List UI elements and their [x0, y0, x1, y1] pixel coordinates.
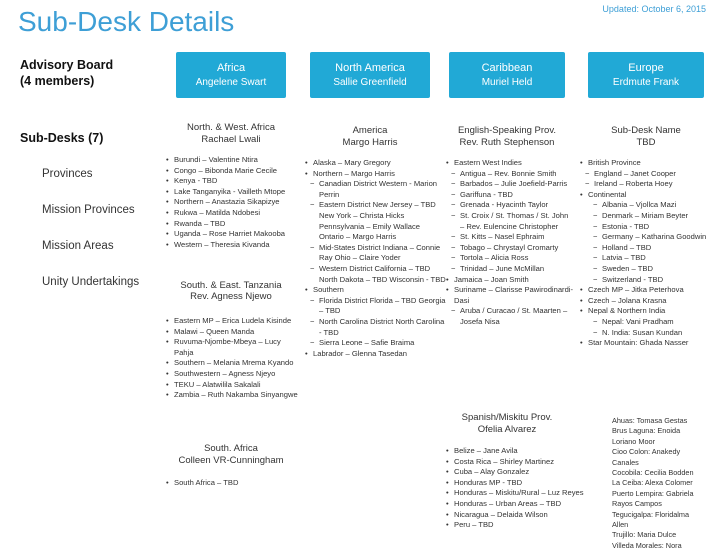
- list-item: − Ireland – Roberta Hoey: [580, 179, 718, 190]
- list-item: • Northern – Margo Harris: [305, 169, 447, 180]
- list-english-speaking: [446, 158, 574, 328]
- subdesk-person: Rev. Agness Njewo: [190, 291, 272, 302]
- list-america: [305, 158, 447, 359]
- list-north-west-africa: [166, 155, 298, 250]
- legend-swatch: [26, 268, 36, 298]
- list-spanish-miskitu: [446, 446, 606, 531]
- list-item: Puerto Lempira: Gabriela: [612, 488, 694, 498]
- list-south-africa: [166, 478, 298, 489]
- subdesk-person: Rachael Lwali: [201, 134, 261, 145]
- list-item: Rayos Campos: [612, 499, 662, 509]
- list-item: • Western – Theresia Kivanda: [166, 240, 298, 251]
- subdesk-person: Margo Harris: [342, 137, 398, 148]
- subdesk-person: TBD: [636, 137, 656, 148]
- list-item: • Honduras MP - TBD: [446, 478, 606, 489]
- list-item: • Cuba – Alay Gonzalez: [446, 467, 606, 478]
- list-item: Cioo Colon: Anakedy: [612, 447, 681, 457]
- list-item: • Honduras – Miskitu/Rural – Luz Reyes: [446, 488, 606, 499]
- subdesk-person: Colleen VR-Cunningham: [178, 455, 284, 466]
- list-europe: [580, 158, 718, 349]
- list-item: La Ceiba: Alexa Colomer: [612, 478, 693, 488]
- list-item: • Jamaica – Joan Smith: [446, 275, 574, 286]
- advisory-board-count: (4 members): [20, 74, 95, 88]
- list-item: • Southern: [305, 285, 447, 296]
- subdesk-name: North. & West. Africa: [187, 122, 275, 133]
- advisory-board-label: [20, 57, 113, 89]
- region-name: North America: [335, 62, 405, 74]
- region-person: Sallie Greenfield: [333, 77, 407, 88]
- list-item: • TEKU – Alatwilila Sakalali: [166, 380, 298, 391]
- list-item: − England – Janet Cooper: [580, 169, 718, 180]
- region-north-america: [310, 52, 430, 98]
- subdesk-name: South. & East. Tanzania: [180, 280, 282, 291]
- list-item: • Southwestern – Agness Njeyo: [166, 369, 298, 380]
- legend-label: Unity Undertakings: [42, 276, 140, 288]
- list-item: − Canadian District Western - Marion Perrin: [305, 179, 447, 200]
- legend-unity-undertakings: [26, 268, 156, 298]
- list-item: − Latvia – TBD: [580, 253, 718, 264]
- list-item: • Northern – Anastazia Sikapizye: [166, 197, 298, 208]
- region-name: Caribbean: [481, 62, 533, 74]
- legend-label: Provinces: [42, 168, 93, 180]
- list-item: • Uganda – Rose Harriet Makooba: [166, 229, 298, 240]
- list-item: − Grenada - Hyacinth Taylor: [446, 200, 574, 211]
- list-item: − Tobago – Chrystayl Cromarty: [446, 243, 574, 254]
- list-item: − Eastern District New Jersey – TBD New York – Christa Hicks Pennsylvania – Emily Wallace Ontario – Margo Harris: [305, 200, 447, 242]
- list-item: • Star Mountain: Ghada Nasser: [580, 338, 718, 349]
- list-item: − Tortola – Alicia Ross: [446, 253, 574, 264]
- list-item: • Malawi – Queen Manda: [166, 327, 298, 338]
- list-item: Villeda Morales: Nora: [612, 540, 682, 550]
- list-item: − North Carolina District North Carolina - TBD: [305, 317, 447, 338]
- legend-swatch: [26, 160, 36, 190]
- list-item: • Honduras – Urban Areas – TBD: [446, 499, 606, 510]
- list-item: Trujillo: Maria Dulce: [612, 530, 677, 540]
- list-item: − Western District California – TBD North Dakota – TBD Wisconsin - TBD: [305, 264, 447, 285]
- list-item: Allen: [612, 520, 629, 530]
- list-item: • Nepal & Northern India: [580, 306, 718, 317]
- list-item: − St. Croix / St. Thomas / St. John – Rev. Eulencine Christopher: [446, 211, 574, 232]
- list-item: − Sierra Leone – Safie Braima: [305, 338, 447, 349]
- subdesk-europe: [588, 122, 704, 152]
- updated-date: Updated: October 6, 2015: [602, 4, 706, 14]
- list-item: • British Province: [580, 158, 718, 169]
- list-item: Canales: [612, 457, 639, 467]
- region-africa: [176, 52, 286, 98]
- list-item: − Germany – Katharina Goodwin: [580, 232, 718, 243]
- region-caribbean: [449, 52, 565, 98]
- region-europe: [588, 52, 704, 98]
- list-item: − St. Kitts – Nasel Ephraim: [446, 232, 574, 243]
- list-item: • Suriname – Clarisse Pawirodinardi-Dasi: [446, 285, 574, 306]
- subdesk-north-west-africa: [176, 118, 286, 150]
- list-item: • Congo – Bibonda Marie Cecile: [166, 166, 298, 177]
- list-item: − Barbados – Julie Joefield-Parris: [446, 179, 574, 190]
- list-item: • Zambia – Ruth Nakamba Sinyangwe: [166, 390, 298, 401]
- list-item: • Costa Rica – Shirley Martinez: [446, 457, 606, 468]
- region-name: Africa: [216, 62, 246, 74]
- list-item: − Florida District Florida – TBD Georgia – TBD: [305, 296, 447, 317]
- region-name: Europe: [628, 62, 664, 74]
- subdesk-name: Spanish/Miskitu Prov.: [461, 412, 553, 423]
- subdesk-name: South. Africa: [204, 443, 258, 454]
- subdesk-person: Rev. Ruth Stephenson: [459, 137, 555, 148]
- list-item: − Denmark – Miriam Beyter: [580, 211, 718, 222]
- subdesk-south-africa: [176, 440, 286, 470]
- list-honduras-contacts: [612, 416, 718, 551]
- list-item: − Trinidad – June McMillan: [446, 264, 574, 275]
- list-item: − Nepal: Vani Pradham: [580, 317, 718, 328]
- list-item: • Southern – Melania Mrema Kyando: [166, 358, 298, 369]
- region-person: Muriel Held: [481, 77, 533, 88]
- list-item: • Kenya - TBD: [166, 176, 298, 187]
- list-item: − N. India: Susan Kundan: [580, 328, 718, 339]
- subdesks-heading: Sub-Desks (7): [20, 131, 104, 145]
- list-item: • Rukwa – Matilda Ndobesi: [166, 208, 298, 219]
- list-item: − Mid-States District Indiana – Connie Ray Ohio – Claire Yoder: [305, 243, 447, 264]
- list-item: − Estonia - TBD: [580, 222, 718, 233]
- list-item: • Ruvuma-Njombe-Mbeya – Lucy Pahja: [166, 337, 298, 358]
- list-item: − Switzerland - TBD: [580, 275, 718, 286]
- list-item: − Holland – TBD: [580, 243, 718, 254]
- list-item: Brus Laguna: Enoida: [612, 426, 681, 436]
- list-item: • Czech MP – Jitka Peterhova: [580, 285, 718, 296]
- legend-label: Mission Areas: [42, 240, 114, 252]
- list-item: • Continental: [580, 190, 718, 201]
- legend-swatch: [26, 196, 36, 226]
- list-item: Loriano Moor: [612, 436, 655, 446]
- list-item: • Alaska – Mary Gregory: [305, 158, 447, 169]
- list-item: Cocobila: Cecilia Bodden: [612, 468, 694, 478]
- subdesk-person: Ofelia Alvarez: [477, 424, 537, 435]
- subdesk-america: [310, 122, 430, 152]
- subdesk-name: Sub-Desk Name: [611, 125, 681, 136]
- legend-mission-areas: [26, 232, 156, 262]
- legend-provinces: [26, 160, 156, 190]
- list-item: • Labrador – Glenna Tasedan: [305, 349, 447, 360]
- list-item: • Rwanda – TBD: [166, 219, 298, 230]
- list-item: − Albania – Vjollca Mazi: [580, 200, 718, 211]
- list-item: Ahuas: Tomasa Gestas: [612, 416, 688, 425]
- subdesk-spanish-miskitu: [449, 409, 565, 439]
- subdesk-english-speaking: [449, 122, 565, 152]
- list-item: − Sweden – TBD: [580, 264, 718, 275]
- list-item: • Czech – Jolana Krasna: [580, 296, 718, 307]
- list-item: • Eastern MP – Erica Ludela Kisinde: [166, 316, 298, 327]
- list-item: • Lake Tanganyika - Vailleth Mtope: [166, 187, 298, 198]
- subdesk-name: English-Speaking Prov.: [457, 125, 557, 136]
- region-person: Angelene Swart: [195, 77, 267, 88]
- list-item: − Antigua – Rev. Bonnie Smith: [446, 169, 574, 180]
- list-item: • Eastern West Indies: [446, 158, 574, 169]
- subdesk-south-east-tanzania: [176, 274, 286, 308]
- list-item: • Peru – TBD: [446, 520, 606, 531]
- list-south-east-tanzania: [166, 316, 298, 401]
- subdesk-name: America: [352, 125, 388, 136]
- region-person: Erdmute Frank: [612, 77, 680, 88]
- legend-mission-provinces: [26, 196, 156, 226]
- page-title: Sub-Desk Details: [18, 6, 235, 37]
- list-item: − Aruba / Curacao / St. Maarten – Josefa Nisa: [446, 306, 574, 327]
- advisory-board-title: Advisory Board: [20, 58, 114, 72]
- legend-swatch: [26, 232, 36, 262]
- list-item: − Gariffuna - TBD: [446, 190, 574, 201]
- list-item: • South Africa – TBD: [166, 478, 298, 489]
- legend-label: Mission Provinces: [42, 204, 135, 216]
- list-item: • Nicaragua – Delaida Wilson: [446, 510, 606, 521]
- list-item: Tegucigalpa: Floridalma: [612, 509, 690, 519]
- list-item: • Burundi – Valentine Ntira: [166, 155, 298, 166]
- list-item: • Belize – Jane Avila: [446, 446, 606, 457]
